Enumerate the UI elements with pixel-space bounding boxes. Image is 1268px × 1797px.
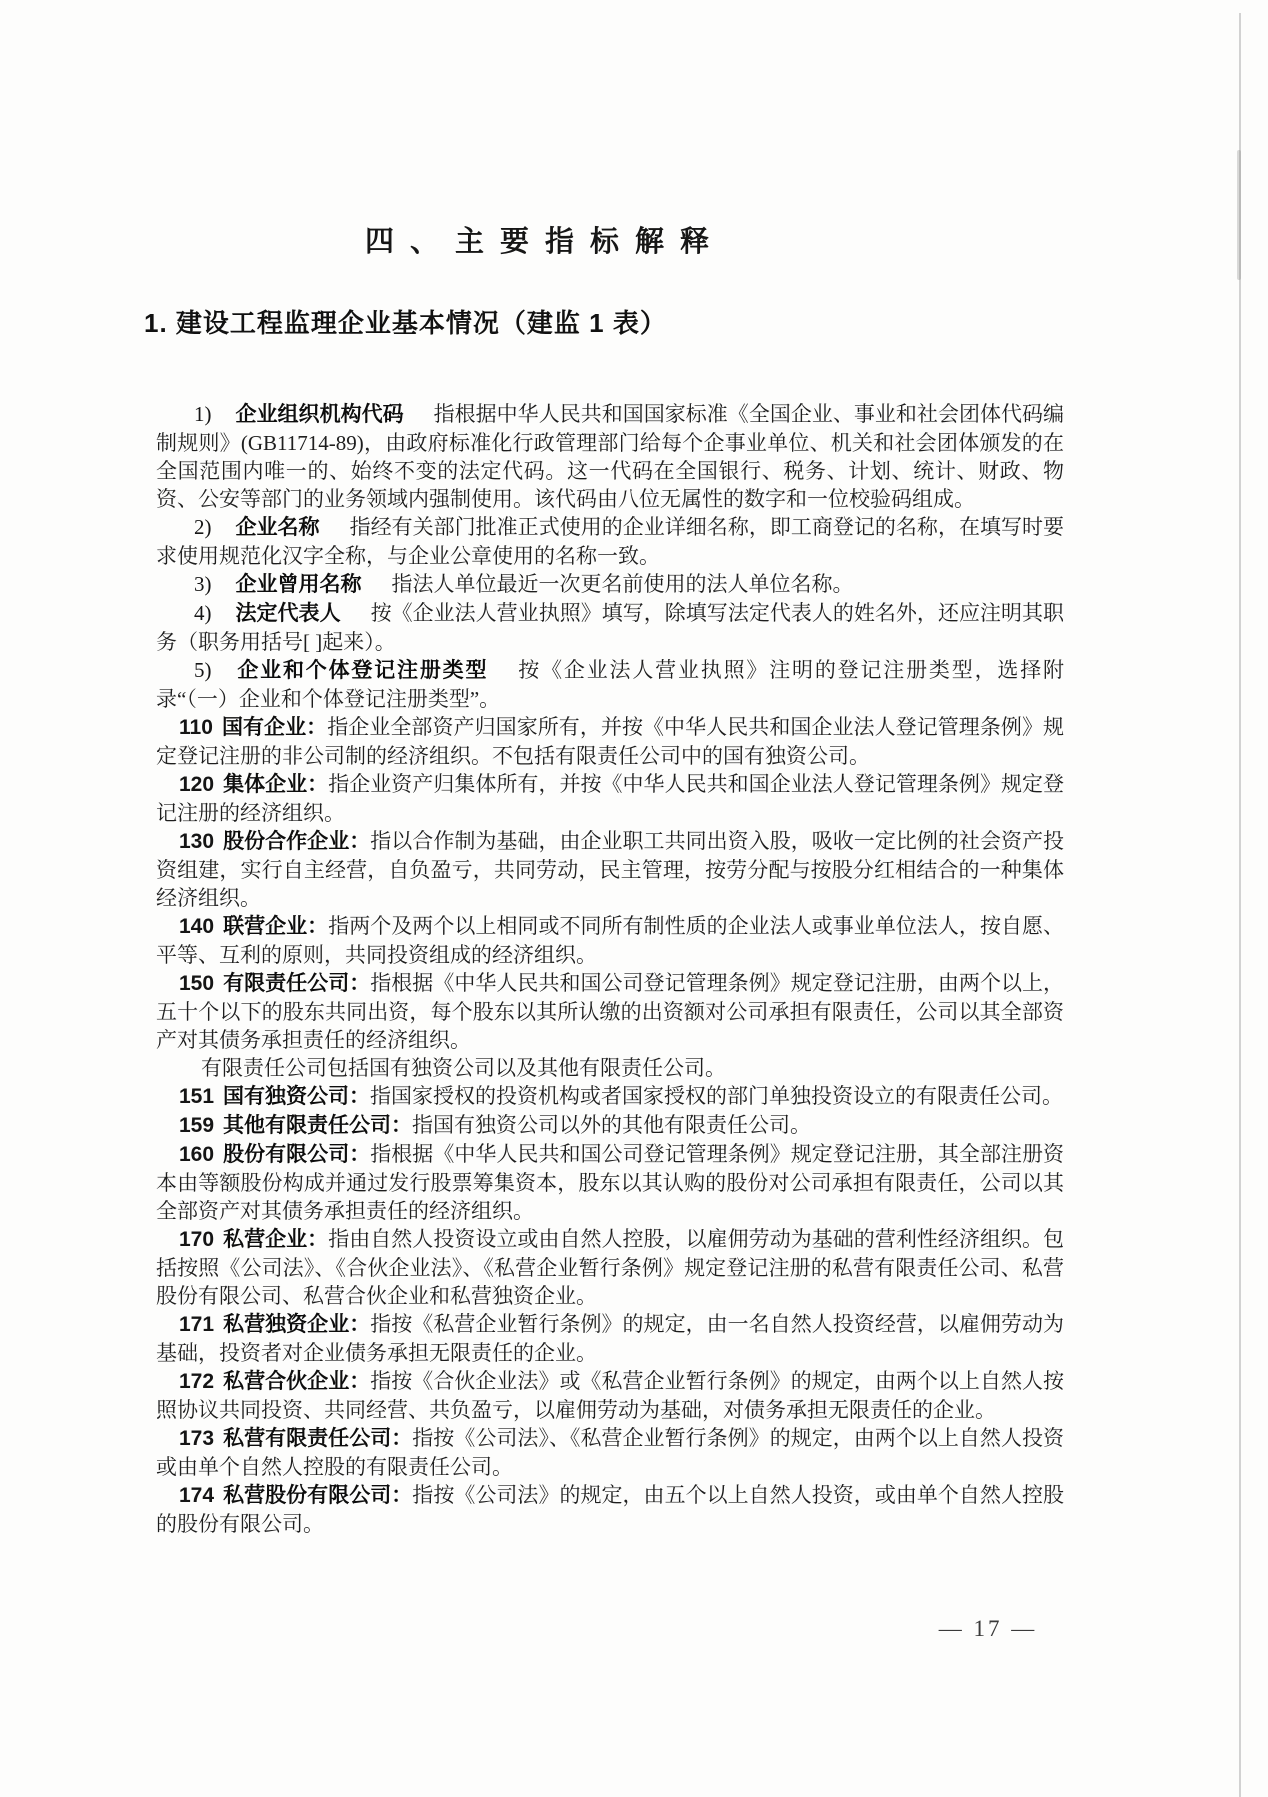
item-text: 有限责任公司包括国有独资公司以及其他有限责任公司。	[201, 1056, 726, 1080]
item-text: 指法人单位最近一次更名前使用的法人单位名称。	[391, 572, 854, 596]
item-number: 160	[179, 1143, 215, 1166]
item-label: 企业曾用名称	[235, 573, 362, 596]
item-text: 指国家授权的投资机构或者国家授权的部门单独投资设立的有限责任公司。	[370, 1084, 1064, 1108]
item-label: 股份合作企业：	[223, 830, 371, 853]
item-text: 指根据《中华人民共和国公司登记管理条例》规定登记注册，其全部注册资本由等额股份构成并通过发行股票筹集资本，股东以其认购的股份对公司承担有限责任，公司以其全部资产对其债务承担责任的经济组织。	[156, 1142, 1065, 1223]
item-text: 指两个及两个以上相同或不同所有制性质的企业法人或事业单位法人，按自愿、平等、互利的原则，共同投资组成的经济组织。	[156, 914, 1065, 967]
item-text: 指按《公司法》的规定，由五个以上自然人投资，或由单个自然人控股的股份有限公司。	[156, 1483, 1065, 1536]
item-number: 3)	[194, 572, 212, 596]
item-label: 国有独资公司：	[223, 1085, 371, 1108]
paragraph	[156, 599, 1064, 656]
paragraph	[156, 400, 1064, 513]
paragraph	[156, 1367, 1064, 1424]
item-text: 指根据中华人民共和国国家标准《全国企业、事业和社会团体代码编制规则》(GB11714-89)，由政府标准化行政管理部门给每个企事业单位、机关和社会团体颁发的在全国范围内唯一的、始终不变的法定代码。这一代码在全国银行、税务、计划、统计、财政、物资、公安等部门的业务领域内强制使用。该代码由八位无属性的数字和一位校验码组成。	[156, 402, 1065, 511]
item-number: 130	[179, 830, 215, 853]
paragraph	[156, 656, 1064, 713]
item-text: 指国有独资公司以外的其他有限责任公司。	[412, 1113, 812, 1137]
item-label: 私营股份有限公司：	[223, 1484, 413, 1507]
item-label: 股份有限公司：	[223, 1143, 371, 1166]
item-text: 指经有关部门批准正式使用的企业详细名称，即工商登记的名称，在填写时要求使用规范化汉字全称，与企业公章使用的名称一致。	[156, 515, 1065, 568]
item-label: 企业和个体登记注册类型	[235, 659, 489, 682]
paragraph	[156, 713, 1064, 770]
item-text: 指按《私营企业暂行条例》的规定，由一名自然人投资经营，以雇佣劳动为基础，投资者对企业债务承担无限责任的企业。	[156, 1312, 1065, 1365]
page-number: — 17 —	[938, 1616, 1038, 1641]
paragraph	[156, 570, 1064, 599]
item-label: 集体企业：	[223, 773, 329, 796]
item-text: 指企业资产归集体所有，并按《中华人民共和国企业法人登记管理条例》规定登记注册的经济组织。	[156, 772, 1065, 825]
item-label: 国有企业：	[221, 716, 328, 739]
item-text: 按《企业法人营业执照》注明的登记注册类型，选择附录“（一）企业和个体登记注册类型”。	[156, 658, 1065, 711]
item-number: 174	[179, 1484, 215, 1507]
item-number: 172	[179, 1370, 215, 1393]
paragraph	[156, 1481, 1064, 1538]
item-number: 4)	[194, 601, 212, 625]
item-text: 指企业全部资产归国家所有，并按《中华人民共和国企业法人登记管理条例》规定登记注册的非公司制的经济组织。不包括有限责任公司中的国有独资公司。	[156, 715, 1065, 768]
item-number: 173	[179, 1427, 215, 1450]
item-number: 150	[179, 972, 215, 995]
item-text: 指根据《中华人民共和国公司登记管理条例》规定登记注册，由两个以上，五十个以下的股东共同出资，每个股东以其所认缴的出资额对公司承担有限责任，公司以其全部资产对其债务承担责任的经济组织。	[156, 971, 1065, 1052]
item-label: 企业名称	[235, 516, 320, 539]
paragraph	[156, 770, 1064, 827]
paragraph	[156, 513, 1064, 570]
page-title: 四、主要指标解释	[364, 226, 725, 258]
paragraph	[156, 1225, 1064, 1310]
paragraph	[156, 1054, 1064, 1082]
paragraph	[156, 827, 1064, 912]
item-text: 指按《合伙企业法》或《私营企业暂行条例》的规定，由两个以上自然人按照协议共同投资、共同经营、共负盈亏，以雇佣劳动为基础，对债务承担无限责任的企业。	[156, 1369, 1065, 1422]
item-label: 私营有限责任公司：	[223, 1427, 413, 1450]
item-number: 110	[179, 716, 213, 739]
item-label: 法定代表人	[235, 602, 341, 625]
item-label: 私营合伙企业：	[223, 1370, 371, 1393]
item-number: 120	[179, 773, 215, 796]
paragraph	[156, 1140, 1064, 1225]
paragraph	[156, 1310, 1064, 1367]
paragraph	[156, 969, 1064, 1054]
item-label: 联营企业：	[223, 915, 329, 938]
item-number: 1)	[194, 402, 212, 426]
item-number: 170	[179, 1228, 215, 1251]
item-number: 151	[179, 1085, 215, 1108]
paragraph-list	[156, 400, 1064, 1538]
scan-artifact-line	[1239, 13, 1241, 1797]
paragraph	[156, 1111, 1064, 1140]
item-text: 指由自然人投资设立或由自然人控股，以雇佣劳动为基础的营利性经济组织。包括按照《公司法》、《合伙企业法》、《私营企业暂行条例》规定登记注册的私营有限责任公司、私营股份有限公司、私营合伙企业和私营独资企业。	[156, 1227, 1065, 1308]
item-label: 私营独资企业：	[223, 1313, 371, 1336]
item-text: 指以合作制为基础，由企业职工共同出资入股，吸收一定比例的社会资产投资组建，实行自主经营，自负盈亏，共同劳动，民主管理，按劳分配与按股分红相结合的一种集体经济组织。	[156, 829, 1065, 910]
item-number: 171	[179, 1313, 215, 1336]
item-number: 5)	[194, 658, 212, 682]
section-heading: 1. 建设工程监理企业基本情况（建监 1 表）	[144, 308, 667, 338]
item-text: 按《企业法人营业执照》填写，除填写法定代表人的姓名外，还应注明其职务（职务用括号[ ]起来）。	[156, 601, 1065, 654]
item-label: 有限责任公司：	[223, 972, 371, 995]
item-label: 企业组织机构代码	[235, 403, 404, 426]
item-label: 其他有限责任公司：	[223, 1114, 413, 1137]
item-number: 159	[179, 1114, 215, 1137]
item-number: 2)	[194, 515, 212, 539]
paragraph	[156, 912, 1064, 969]
paragraph	[156, 1082, 1064, 1111]
item-number: 140	[179, 915, 215, 938]
item-text: 指按《公司法》、《私营企业暂行条例》的规定，由两个以上自然人投资或由单个自然人控股的有限责任公司。	[156, 1426, 1064, 1479]
item-label: 私营企业：	[223, 1228, 329, 1251]
paragraph	[156, 1424, 1064, 1481]
